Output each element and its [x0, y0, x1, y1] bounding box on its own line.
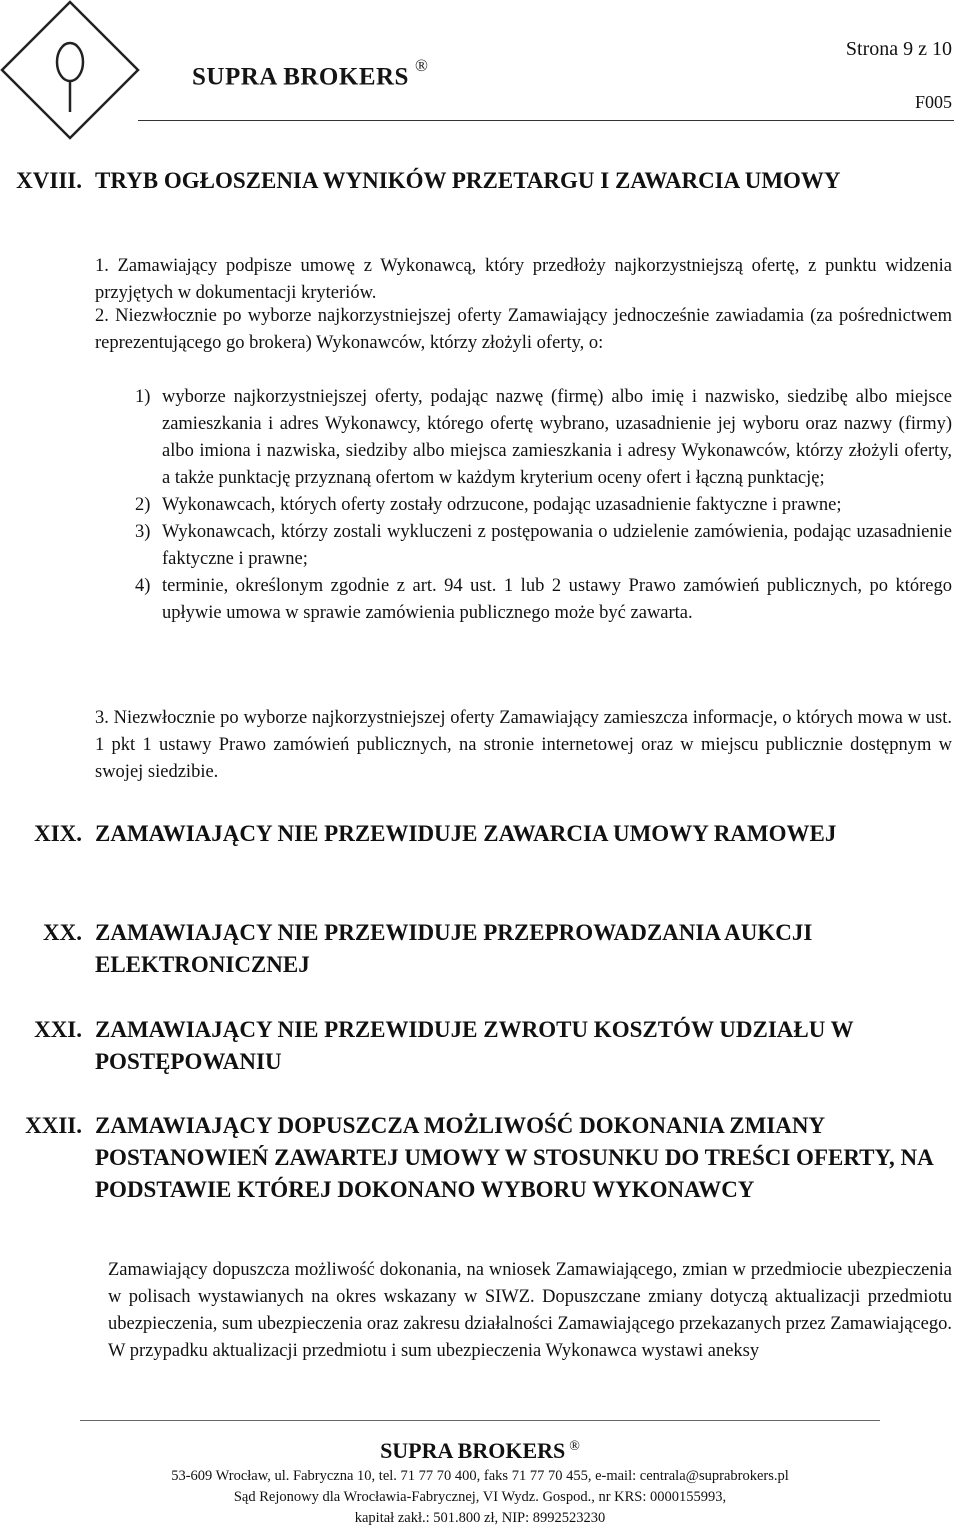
section-xx-heading	[0, 917, 952, 981]
list-item	[95, 492, 952, 519]
list-item-number: 1)	[135, 387, 151, 407]
footer-address: 53-609 Wrocław, ul. Fabryczna 10, tel. 71 77 70 400, faks 71 77 70 455, e-mail: centrala@suprabrokers.pl	[171, 1468, 789, 1484]
section-xviii-heading	[0, 165, 952, 197]
document-code: F005	[914, 92, 952, 112]
registered-mark: ®	[569, 1438, 580, 1454]
section-xxii-body: Zamawiający dopuszcza możliwość dokonania, na wniosek Zamawiającego, zmian w przedmiocie ubezpieczenia w polisach wystawianych na okres wskazany w SIWZ. Dopuszczane zmiany dotyczą aktualizacji przedmiotu ubezpieczenia, sum ubezpieczenia oraz zakresu działalności Zamawiającego przekazanych przez Zamawiającego. W przypadku aktualizacji przedmiotu i sum ubezpieczenia Wykonawca wystawi aneksy	[108, 1260, 952, 1361]
footer-registry: Sąd Rejonowy dla Wrocławia-Fabrycznej, VI Wydz. Gospod., nr KRS: 0000155993,	[233, 1489, 727, 1505]
list-item-text: Wykonawcach, którzy zostali wykluczeni z postępowania o udzielenie zamówienia, podając uzasadnienie faktyczne i prawne;	[162, 522, 952, 569]
list-item-number: 4)	[135, 576, 151, 596]
section-number: XX.	[43, 920, 82, 945]
header-brand: SUPRA BROKERS ®	[192, 56, 429, 91]
list-item	[95, 384, 952, 492]
section-number: XXI.	[34, 1017, 82, 1042]
section-xxii-heading	[0, 1110, 952, 1206]
section-title: TRYB OGŁOSZENIA WYNIKÓW PRZETARGU I ZAWARCIA UMOWY	[95, 168, 841, 193]
section-xxi-heading	[0, 1014, 952, 1078]
footer-capital: kapitał zakł.: 501.800 zł, NIP: 8992523230	[354, 1510, 606, 1526]
section-xix-heading	[0, 818, 952, 850]
section-title: ZAMAWIAJĄCY NIE PRZEWIDUJE ZWROTU KOSZTÓW UDZIAŁU W POSTĘPOWANIU	[95, 1017, 854, 1074]
header-divider	[138, 120, 954, 121]
list-item	[95, 519, 952, 573]
section-title: ZAMAWIAJĄCY DOPUSZCZA MOŻLIWOŚĆ DOKONANIA ZMIANY POSTANOWIEŃ ZAWARTEJ UMOWY W STOSUNKU DO TREŚCI OFERTY, NA PODSTAWIE KTÓREJ DOKONANO WYBORU WYKONAWCY	[95, 1113, 933, 1202]
point-2: 2. Niezwłocznie po wyborze najkorzystniejszej oferty Zamawiający jednocześnie zawiadamia (za pośrednictwem reprezentującego go brokera) Wykonawców, którzy złożyli oferty, o:	[95, 306, 952, 353]
list-item	[95, 573, 952, 627]
footer-divider	[80, 1420, 880, 1421]
point-1: 1. Zamawiający podpisze umowę z Wykonawcą, który przedłoży najkorzystniejszą ofertę, z punktu widzenia przyjętych w dokumentacji kryteriów.	[95, 256, 952, 303]
page-indicator: Strona 9 z 10	[845, 38, 952, 60]
section-number: XXII.	[25, 1113, 82, 1138]
section-number: XVIII.	[16, 168, 82, 193]
list-item-number: 2)	[135, 495, 151, 515]
section-title: ZAMAWIAJĄCY NIE PRZEWIDUJE PRZEPROWADZANIA AUKCJI ELEKTRONICZNEJ	[95, 920, 813, 977]
footer-brand: SUPRA BROKERS ®	[380, 1438, 580, 1463]
notification-list	[95, 384, 952, 627]
list-item-text: Wykonawcach, których oferty zostały odrzucone, podając uzasadnienie faktyczne i prawne;	[162, 495, 842, 515]
list-item-text: wyborze najkorzystniejszej oferty, podając nazwę (firmę) albo imię i nazwisko, siedzibę albo miejsce zamieszkania i adres Wykonawcy, którego ofertę wybrano, uzasadnienie jej wyboru oraz nazwy (firmy) albo imiona i nazwiska, siedziby albo miejsca zamieszkania i adresy Wykonawców, którzy złożyli oferty, a także punktację przyznaną ofertom w każdym kryterium oceny ofert i łączną punktację;	[162, 387, 952, 488]
list-item-text: terminie, określonym zgodnie z art. 94 ust. 1 lub 2 ustawy Prawo zamówień publicznych, po którego upływie umowa w sprawie zamówienia publicznego może być zawarta.	[162, 576, 952, 623]
point-3: 3. Niezwłocznie po wyborze najkorzystniejszej oferty Zamawiający zamieszcza informacje, o których mowa w ust. 1 pkt 1 ustawy Prawo zamówień publicznych, na stronie internetowej oraz w miejscu publicznie dostępnym w swojej siedzibie.	[95, 708, 952, 782]
section-title: ZAMAWIAJĄCY NIE PRZEWIDUJE ZAWARCIA UMOWY RAMOWEJ	[95, 821, 837, 846]
registered-mark: ®	[414, 56, 429, 75]
list-item-number: 3)	[135, 522, 151, 542]
section-number: XIX.	[34, 821, 82, 846]
company-logo-icon	[0, 0, 140, 140]
